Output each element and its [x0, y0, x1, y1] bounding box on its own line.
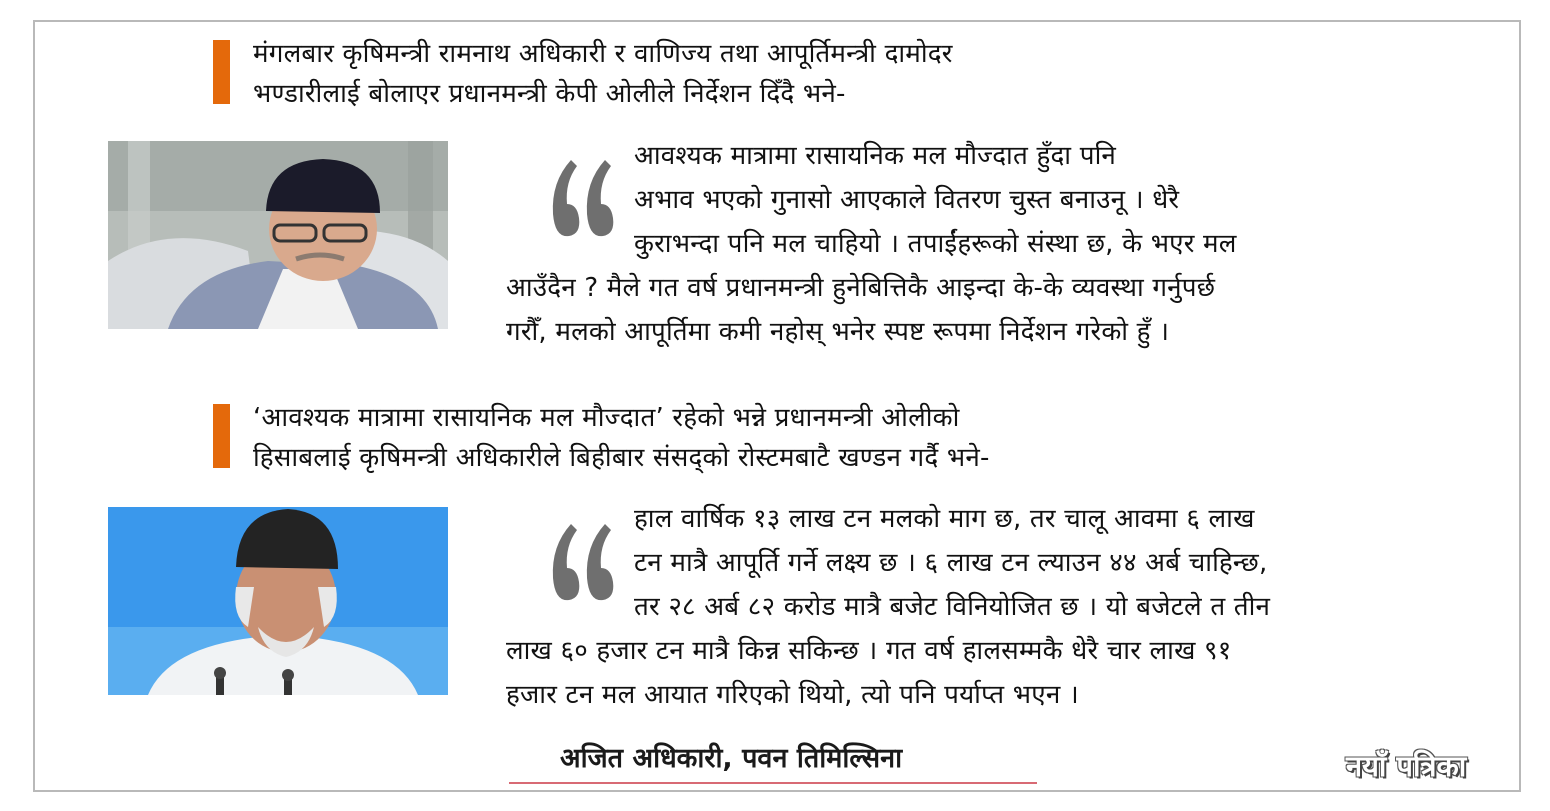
intro-line: भण्डारीलाई बोलाएर प्रधानमन्त्री केपी ओलीले निर्देशन दिँदै भने-	[253, 79, 846, 109]
quote-line: आउँदैन ? मैले गत वर्ष प्रधानमन्त्री हुनेबित्तिकै आइन्दा के-के व्यवस्था गर्नुपर्छ	[506, 273, 1216, 303]
quote-line: हाल वार्षिक १३ लाख टन मलको माग छ, तर चालू आवमा ६ लाख	[634, 504, 1255, 534]
intro-text	[253, 34, 1333, 114]
quote-line: तर २८ अर्ब ८२ करोड मात्रै बजेट विनियोजित छ । यो बजेटले त तीन	[634, 592, 1271, 622]
quote-line: आवश्यक मात्रामा रासायनिक मल मौज्दात हुँदा पनि	[634, 141, 1117, 171]
quote-line: लाख ६० हजार टन मात्रै किन्न सकिन्छ । गत वर्ष हालसम्मकै धेरै चार लाख ९१	[506, 636, 1232, 666]
quote-line: टन मात्रै आपूर्ति गर्ने लक्ष्य छ । ६ लाख टन ल्याउन ४४ अर्ब चाहिन्छ,	[634, 548, 1268, 578]
quote-block-oli	[506, 134, 1486, 354]
intro-line: ‘आवश्यक मात्रामा रासायनिक मल मौज्दात’ रहेको भन्ने प्रधानमन्त्री ओलीको	[253, 403, 960, 433]
intro-line: हिसाबलाई कृषिमन्त्री अधिकारीले बिहीबार संसद्को रोस्टमबाटै खण्डन गर्दै भने-	[253, 443, 990, 473]
quote-line: हजार टन मल आयात गरिएको थियो, त्यो पनि पर्याप्त भएन ।	[506, 680, 1079, 710]
quote-block-adhikari	[506, 497, 1486, 717]
intro-text	[253, 398, 1333, 478]
intro-block-oli	[213, 34, 1333, 120]
accent-bar	[213, 404, 230, 468]
photo-ramnath-adhikari	[108, 507, 448, 695]
intro-block-adhikari	[213, 398, 1333, 484]
quote-line: अभाव भएको गुनासो आएकाले वितरण चुस्त बनाउनू । धेरै	[634, 185, 1180, 215]
byline: अजित अधिकारी, पवन तिमिल्सिना	[560, 743, 903, 774]
byline-underline	[509, 782, 1037, 784]
quote-line: गरौँ, मलको आपूर्तिमा कमी नहोस् भनेर स्पष्ट रूपमा निर्देशन गरेको हुँ ।	[506, 317, 1170, 347]
brand-logo: नयाँ पत्रिका	[1346, 749, 1467, 783]
photo-kp-oli	[108, 141, 448, 329]
accent-bar	[213, 40, 230, 104]
quote-line: कुराभन्दा पनि मल चाहियो । तपाईंहरूको संस्था छ, के भएर मल	[634, 229, 1237, 259]
intro-line: मंगलबार कृषिमन्त्री रामनाथ अधिकारी र वाणिज्य तथा आपूर्तिमन्त्री दामोदर	[253, 39, 953, 69]
